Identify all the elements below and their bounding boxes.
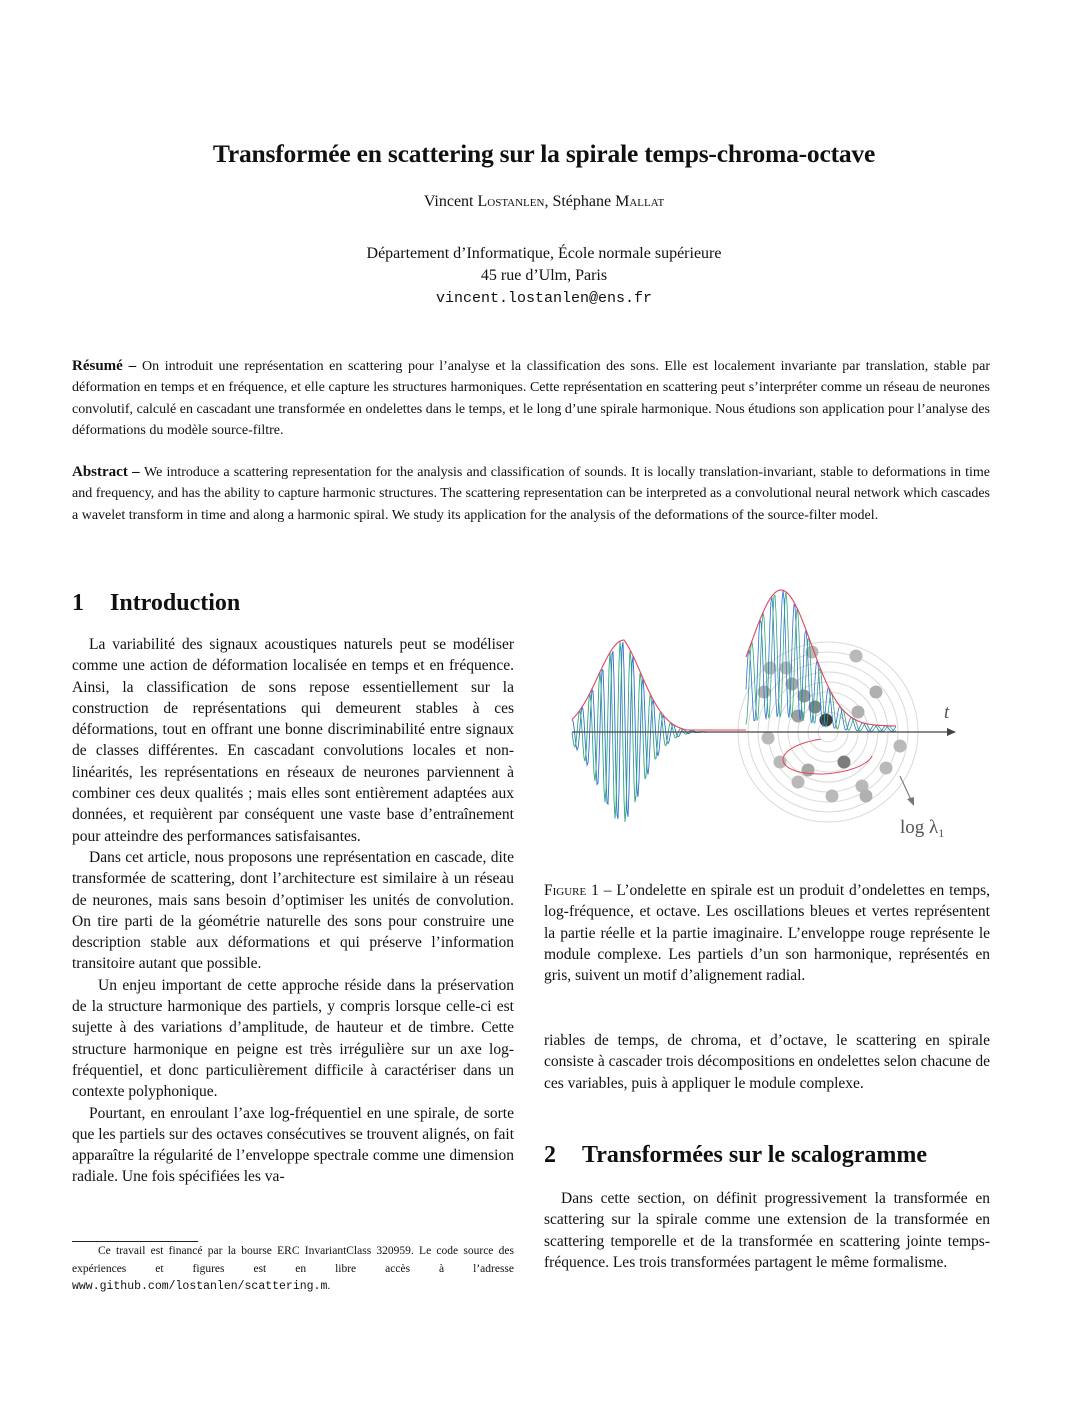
section-1-title: Introduction xyxy=(110,590,241,616)
affiliation-dept: Département d’Informatique, École normale supérieure xyxy=(366,245,722,262)
partial-dot xyxy=(786,678,799,691)
intro-paragraph-3: Un enjeu important de cette approche réside dans la préservation de la structure harmonique des partiels, y compris lorsque celle-ci est sujette à des variations d’amplitude, de hauteur et de timbre. Cette structure harmonique en peigne est très irrégulière sur un axe log-fréquentiel, et donc particulièrement difficile à caractériser dans un contexte polyphonique. xyxy=(72,976,514,1101)
partial-dot xyxy=(838,756,851,769)
log-lambda-subscript: 1 xyxy=(938,826,945,840)
author-1-last: Lostanlen xyxy=(477,193,545,210)
author-email: vincent.lostanlen@ens.fr xyxy=(435,290,653,307)
figure-caption-text: – L’ondelette en spirale est un produit d’ondelettes en temps, log-fréquence, et octave. Les oscillations bleues et vertes représentent la partie réelle et la partie imaginaire. L’enveloppe rouge représente le module complexe. Les partiels d’un son harmonique, représentés en gris, suivent un motif d’alignement radial. xyxy=(544,882,991,985)
time-axis-label: t xyxy=(944,702,950,723)
section-2-heading xyxy=(544,1142,927,1169)
abstract-text: We introduce a scattering representation for the analysis and classification of sounds. It is locally translation-invariant, stable to deformations in time and frequency, and has the ability to capture harmonic structures. The scattering representation can be interpreted as a convolutional neural network which cascades a wavelet transform in time and along a harmonic spiral. We study its application for the analysis of the deformations of the source-filter model. xyxy=(72,465,990,523)
section-2-number: 2 xyxy=(544,1142,556,1168)
right-column-continuation xyxy=(544,1030,990,1094)
author-2-last: Mallat xyxy=(615,193,665,210)
partial-dot xyxy=(826,790,839,803)
intro-paragraph-1: La variabilité des signaux acoustiques naturels peut se modéliser comme une action de déformation localisée en temps et en fréquence. Ainsi, la classification de sons repose essentiellement sur la construction de représentations qui demeurent stables à ces déformations, tout en offrant une bonne discriminabilité entre signaux de classes différentes. En cascadant convolutions locales et non-linéarités, les représentations en réseaux de neurones parviennent à combiner ces deux qualités ; mais elles sont entièrement adaptées aux données, et requièrent par conséquent une vaste base d’entraînement pour atteindre des performances satisfaisantes. xyxy=(72,636,514,845)
time-wavelet xyxy=(572,640,746,822)
partial-dot xyxy=(792,776,805,789)
section-2-title: Transformées sur le scalogramme xyxy=(582,1142,928,1168)
partial-dot xyxy=(860,790,873,803)
partial-dot xyxy=(870,686,883,699)
log-lambda-label xyxy=(900,817,944,840)
author-2-first: Stéphane xyxy=(552,193,612,210)
resume-text: On introduit une représentation en scattering pour l’analyse et la classification des sons. Elle est localement invariante par translation, stable par déformation en temps et en fréquence, et elle capture les structures harmoniques. Cette représentation en scattering peut s’interpréter comme un réseau de neurones convolutif, calculé en cascadant une transformée en ondelettes dans le temps, et le long d’une spirale harmonique. Nous étudions son application pour l’analyse des déformations du modèle source-filtre. xyxy=(72,359,990,438)
resume-block xyxy=(72,356,990,441)
intro-paragraph-4: Pourtant, en enroulant l’axe log-fréquentiel en une spirale, de sorte que les partiels sur des octaves consécutives se trouvent alignés, on fait apparaître la régularité de l’enveloppe spectrale comme une dimension radiale. Une fois spécifiées les va- xyxy=(72,1104,514,1186)
resume-label: Résumé – xyxy=(72,358,142,374)
partial-dot xyxy=(798,690,811,703)
partial-dot xyxy=(774,756,787,769)
author-separator: , xyxy=(544,193,553,210)
left-column xyxy=(72,634,514,1188)
section-2-paragraph: Dans cette section, on définit progressivement la transformée en scattering sur la spirale comme une extension de la transformée en scattering temporelle et de la transformée en scattering jointe temps-fréquence. Les trois transformées partagent le même formalisme. xyxy=(544,1190,990,1271)
abstract-label: Abstract – xyxy=(72,464,145,480)
figure-caption xyxy=(544,880,990,986)
author-line xyxy=(0,193,1088,211)
intro-continuation: riables de temps, de chroma, et d’octave, le scattering en spirale consiste à cascader trois décompositions en ondelettes selon chacune de ces variables, puis à appliquer le module complexe. xyxy=(544,1032,990,1092)
partial-dot xyxy=(880,762,893,775)
author-1-first: Vincent xyxy=(423,193,474,210)
intro-paragraph-2: Dans cet article, nous proposons une représentation en cascade, dite transformée de scattering, dont l’architecture est similaire à un réseau de neurones, mais sans besoin d’optimiser les unités de convolution. On tire parti de la géométrie naturelle des sons pour construire une description stable aux déformations et qui préserve l’information transitoire autant que possible. xyxy=(72,848,514,973)
affiliation-address: 45 rue d’Ulm, Paris xyxy=(480,267,608,284)
section-2-body xyxy=(544,1188,990,1273)
section-1-heading xyxy=(72,590,240,617)
partial-dot xyxy=(894,740,907,753)
partial-dot xyxy=(850,650,863,663)
section-1-number: 1 xyxy=(72,590,84,616)
log-lambda-arrowhead xyxy=(907,797,914,806)
spiral-wavelet-figure xyxy=(566,586,970,840)
footnote-url[interactable]: www.github.com/lostanlen/scattering.m xyxy=(72,1280,328,1293)
footnote-rule xyxy=(72,1241,198,1242)
partial-dot xyxy=(802,764,815,777)
partial-dot xyxy=(762,732,775,745)
paper-title: Transformée en scattering sur la spirale temps-chroma-octave xyxy=(212,139,876,168)
footnote xyxy=(72,1243,514,1296)
time-axis-arrowhead xyxy=(947,728,956,736)
log-lambda-text: log λ xyxy=(900,817,939,838)
footnote-text: Ce travail est financé par la bourse ERC InvariantClass 320959. Le code source des expériences et figures est en libre accès à l’adresse xyxy=(72,1245,514,1275)
figure-caption-label: Figure 1 xyxy=(544,882,599,899)
partial-dot xyxy=(852,706,865,719)
footnote-end: . xyxy=(327,1280,331,1292)
abstract-block xyxy=(72,462,990,526)
